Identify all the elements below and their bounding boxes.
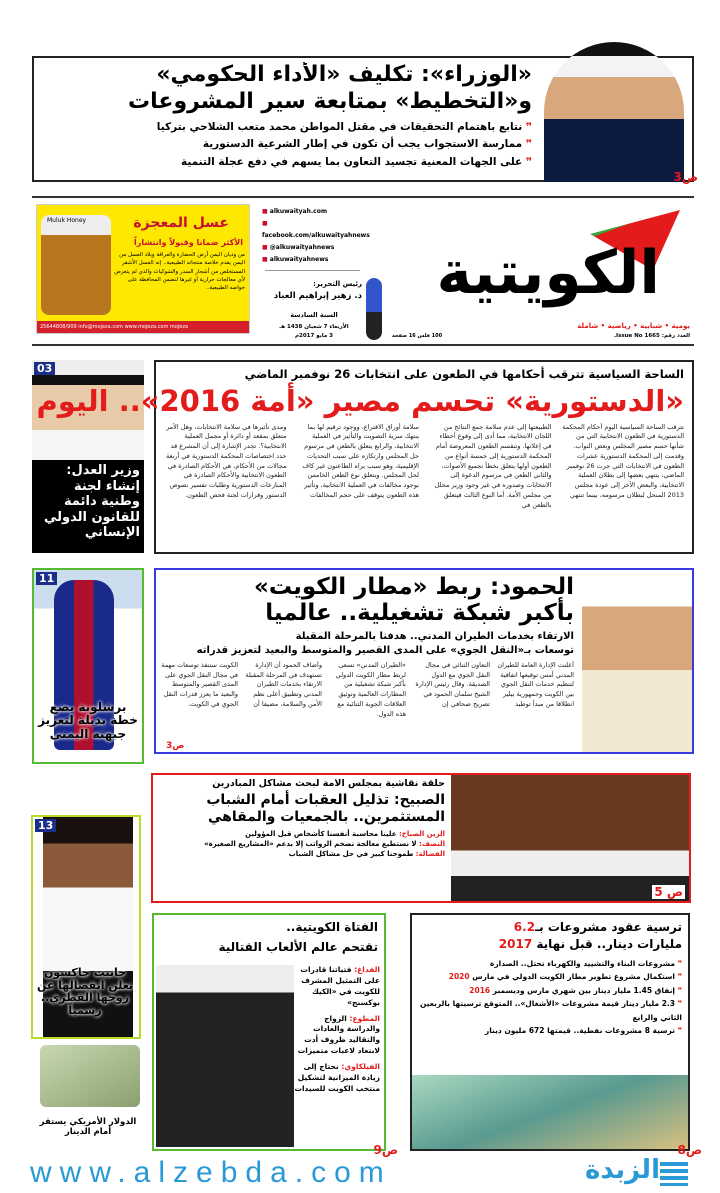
ad-contacts[interactable]: 25644808/909 info@mojeza.com www.mojeza.com mojeza <box>37 321 249 333</box>
fighters-photo <box>156 965 294 1147</box>
bullet: ❞ على الجهات المعنية تجسيد التعاون بما يسهم في دفع عجلة التنمية <box>42 154 532 172</box>
page-ref[interactable]: ص8 <box>677 1143 702 1157</box>
bullet: ❞ مشروعات البناء والتشييد والكهرباء تحتل.. الصدارة <box>417 957 682 971</box>
airport-story[interactable] <box>154 568 694 754</box>
page-ref[interactable]: ص 5 <box>654 885 683 899</box>
year: السنة السادسة <box>290 311 338 319</box>
quote: الفداغ: فتياتنا قادرات على التمثيل المشرف للكويت في «الكيك بوكسنج» <box>300 965 380 1007</box>
side-headline: جانيت جاكسون تعلن انفصالها عن زوجها القطري.. رسمياً <box>36 966 134 1017</box>
divider <box>265 270 360 271</box>
bullet: ❞ ترسية 8 مشروعات نفطية.. قيمتها 672 مليون دينار <box>417 1024 682 1038</box>
footer-url[interactable]: www.alzebda.com <box>30 1156 392 1189</box>
instagram-icon: ■ <box>262 244 268 251</box>
web-link[interactable]: ■ alkuwaityah.com <box>262 208 328 215</box>
quote: النصف: لا نستطيع معالجة تضخم الرواتب إلا بدعم «المشاريع الصغيرة» <box>204 839 445 848</box>
side-headline: برشلونة يضع خطة بديلة لتعزيز جبهته اليمنى <box>38 699 138 742</box>
footballer-figure <box>366 278 382 340</box>
page-ref[interactable]: ص3 <box>673 170 698 184</box>
headline-2: و«التخطيط» بمتابعة سير المشروعات <box>128 89 532 115</box>
projects-story[interactable] <box>410 913 702 1157</box>
facebook-icon: ■ <box>262 220 268 227</box>
article-column: الطبيعتها إلى عدم سلامة جمع النتائج من اللجان الانتخابية، مما أدى إلى وقوع أخطاء في إعلانها. وتنقسم الطعون المعروضة أمام المحكمة الدستورية إلى خمسة أنواع من الطعون أولها يتعلق بخطأ تجميع الأصوات، والثاني الطعن في مرسوم الدعوة إلى الانتخابات وصدوره في غير وجود وزير محلل من مجلس الأمة. أما النوع الثالث فيتعلق بالطعن في <box>434 422 552 509</box>
headline-2: تقتحم عالم الألعاب القتالية <box>218 940 378 954</box>
date-hijri: الأربعاء 7 شعبان 1438 هـ <box>279 324 349 330</box>
product-label: Muluk Honey <box>47 217 87 224</box>
top-story[interactable] <box>32 56 698 184</box>
article-column: «الطيران المدني» تسعى لربط مطار الكويت الدولي بأكبر شبكة تشغيلية من المطارات العالمية وتوثيق العلاقات الجوية الثنائية مع هذه الدول. <box>335 660 406 718</box>
headline-2: مليارات دينار.. قبل نهاية 2017 <box>498 936 682 951</box>
dollar-caption: الدولار الأمريكي يستقر أمام الدينار <box>39 1117 137 1137</box>
article-column: سلامة أوراق الاقتراع، ووجود ترقيم لها بما ينتهك سرية التصويت والتأثير في العملية الانتخابية، والرابع يتعلق بالطعن في مرسوم حل المجلس وارتكازه على سبب التحديات الإقليمية، وهو سبب يراه الطاعنون غير كاف لحل المجلس. ويتعلق نوع الطعن الخامس بوجود مخالفات في العملية الانتخابية، وتأثير هذه الطعون يتوقف على حجم المخالفات <box>302 422 419 499</box>
editor-label: رئيس التحرير: <box>313 280 362 288</box>
logo-text: الكويتية <box>436 238 660 308</box>
page-badge[interactable]: 11 <box>36 572 57 585</box>
bullet: ❞ 2.3 مليار دينار قيمة مشروعات «الأشغال».. المتوقع ترسيتها بالربعين الثاني والرابع <box>417 997 682 1024</box>
divider <box>32 196 694 198</box>
footer-logo: الزبدة <box>585 1155 660 1185</box>
side-story-13[interactable] <box>31 815 141 1039</box>
instagram-link[interactable]: ■ @alkuwaityahnews <box>262 244 335 251</box>
kickboxing-story[interactable] <box>152 913 398 1157</box>
article-column: أعلنت الإدارة العامة للطيران المدني أمس توقيعها اتفاقية لتنظيم خدمات النقل الجوي بين الكويت وجمهورية بيليز انطلاقا من مبدأ توطيد <box>497 660 574 708</box>
logo-lines-icon <box>660 1162 688 1186</box>
price: 100 فلس 16 صفحة <box>392 333 443 339</box>
article-column: تترقب الساحة السياسية اليوم أحكام المحكمة الدستورية في الطعون الانتخابية التي من شأنها حسم مصير المجلس وبعض النواب. وقدمت إلى المحكمة الدستورية عشرات الطعون في الانتخابات التي جرت 26 نوفمبر الماضي، ينتهي بعضها إلى بطلان العملية الانتخابية، والبعض الآخر إلى عودة مجلس 2013 المنحل لبطلان مرسومه، بينما تنتهي <box>562 422 684 499</box>
headline-1: «الوزراء»: تكليف «الأداء الحكومي» <box>156 62 532 87</box>
pm-photo <box>544 42 684 182</box>
date: 3 مايو 2017م <box>295 333 333 339</box>
headline-1: الفتاة الكويتية.. <box>286 920 378 934</box>
dollar-photo <box>40 1045 140 1107</box>
headline-2: بأكبر شبكة تشغيلية.. عالميا <box>265 600 574 627</box>
honey-jar <box>41 215 111 315</box>
kicker: الساحة السياسية تترقب أحكامها في الطعون على انتخابات 26 نوفمبر الماضي <box>244 367 684 381</box>
bullet: ❞ نتابع باهتمام التحقيقات في مقتل المواطن محمد متعب الشلاحي بتركيا <box>42 119 532 137</box>
quote: الزين الصباح: علينا محاسبة أنفسنا كأشخاص قبل المؤولين <box>245 829 445 838</box>
masthead-logo <box>380 210 690 320</box>
tagline: يومية • شبابية • رياضية • شاملة <box>577 322 690 330</box>
quote: الفضالة: طموحنا كبير في حل مشاكل الشباب <box>288 849 445 858</box>
side-story-11[interactable] <box>32 568 144 764</box>
divider <box>32 344 694 346</box>
social-links <box>262 206 372 266</box>
ad-body: من وديان اليمن أرض الحضارة والعراقة وبلاد العسل من اليمن يقدم خلاصة منتجاته الطبيعية.. إنه العسل الأشقر المستخلص من أشجار السدر والشوكيات والذي لم يتعرض لأي معالجات حرارية أو غيرها لنضمن المحافظة على خواصه الطبيعية.. <box>114 252 245 291</box>
quote: المطوع: الزواج والدراسة والعادات والتقاليد ظروف أدت لابتعاد لاعبات متميزات <box>297 1013 380 1056</box>
ad-slogan: الأكثر ضمانا وقبولاً وانتشاراً <box>134 238 243 247</box>
side-headline: وزير العدل: إنشاء لجنة وطنية دائمة للقانون الدولي الإنساني <box>43 463 140 541</box>
page-badge[interactable]: 13 <box>35 819 56 832</box>
article-column: وأضاف الحمود أن الإدارة تستهدف في المرحلة المقبلة الارتقاء بخدمات الطيران المدني وتطبيق أعلى نظم الأمن والسلامة، مضيفا أن <box>245 660 322 708</box>
web-icon: ■ <box>262 208 268 215</box>
page-ref[interactable]: ص3 <box>166 741 185 751</box>
bullet: ❞ ممارسة الاستجواب يجب أن تكون في إطار الشرعية الدستورية <box>42 136 532 154</box>
page-ref[interactable]: ص9 <box>373 1143 398 1157</box>
page-badge[interactable]: 03 <box>34 362 55 375</box>
issue-number: العدد رقم: 1665 Issue No. <box>613 333 690 339</box>
subheadline-1: الارتقاء بخدمات الطيران المدني.. هدفنا بالمرحلة المقبلة <box>295 630 574 642</box>
headline-1: الحمود: ربط «مطار الكويت» <box>253 574 574 600</box>
panel-photo <box>451 775 689 901</box>
facebook-link[interactable]: ■ facebook.com/alkuwaityahnews <box>262 220 370 239</box>
youtube-icon: ■ <box>262 256 268 263</box>
article-column: الكويت ستنفذ توسعات مهمة في مجال النقل الجوي على المدى القصير والمتوسط والبعيد ما يعزز قدرات النقل الجوي في الكويت. <box>161 660 238 708</box>
headline: الصبيح: تذليل العقبات أمام الشباب المستثمرين.. بالجمعيات والمقاهي <box>206 791 445 825</box>
editor-name: د. زهير إبراهيم العباد <box>273 291 362 301</box>
ad-brand: عسل المعجزة <box>133 215 229 231</box>
article-column: التعاون الثنائي في مجال النقل الجوي مع الدول الصديقة. وقال رئيس الإدارة الشيخ سلمان الحمود في تصريح صحافي إن <box>415 660 490 708</box>
quote: الفيلكاوي: نحتاج إلى زيادة الميزانية لتشكيل منتخب الكويت للسيدات <box>294 1062 380 1093</box>
bullet: ❞ إنفاق 1.45 مليار دينار بين شهري مارس وديسمبر 2016 <box>417 984 682 998</box>
subheadline-2: توسعات بـ«النقل الجوي» على المدى القصير والمتوسط والبعيد لتعزيز قدراته <box>196 645 574 657</box>
headline-1: ترسية عقود مشروعات بـ6.2 <box>513 921 682 934</box>
kicker: حلقة نقاشية بمجلس الأمة لبحث مشاكل المبادرين <box>212 779 445 789</box>
airport-render <box>412 1075 688 1149</box>
bullet: ❞ استكمال مشروع تطوير مطار الكويت الدولي في مارس 2020 <box>417 970 682 984</box>
youtube-link[interactable]: ■ alkuwaityahnews <box>262 256 329 263</box>
honey-ad[interactable] <box>36 204 250 334</box>
youth-panel-story[interactable] <box>151 773 691 903</box>
minister-photo <box>582 570 692 752</box>
article-column: ومدى تأثيرها في سلامة الانتخابات، وهل الأمر متعلق بمقعد أو دائرة أو مجمل العملية الانتخابية؟. تجدر الإشارة إلى أن المشرع قد حدد اختصاصات المحكمة الدستورية في أربعة مجالات من الأحكام، هي الأحكام الصادرة في الطعون الانتخابية والأحكام الصادرة في المنازعات الدستورية وطلبات تفسير نصوص الدستور وقرارات لجنة فحص الطعون. <box>165 422 287 499</box>
headline: «الدستورية» تحسم مصير «أمة 2016».. اليوم <box>36 384 684 419</box>
